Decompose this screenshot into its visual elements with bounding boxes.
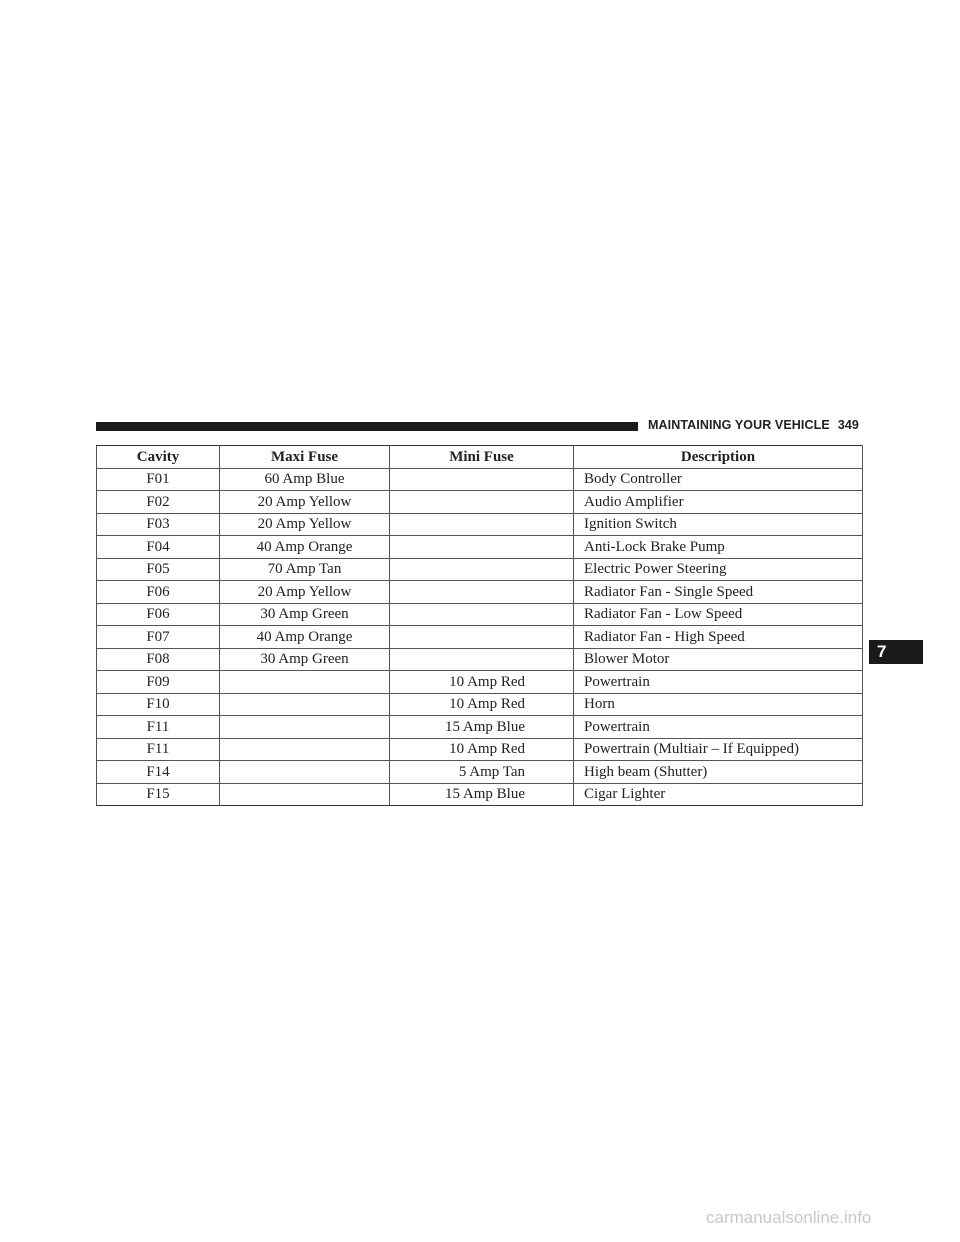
table-row bbox=[97, 783, 863, 806]
cell-maxi-fuse: 40 Amp Orange bbox=[220, 626, 390, 649]
page-header bbox=[648, 418, 868, 432]
table-row bbox=[97, 738, 863, 761]
cell-maxi-fuse bbox=[220, 693, 390, 716]
cell-maxi-fuse: 20 Amp Yellow bbox=[220, 491, 390, 514]
fuse-table bbox=[96, 445, 863, 806]
cell-description: Powertrain (Multiair – If Equipped) bbox=[574, 738, 863, 761]
cell-mini-fuse bbox=[390, 536, 574, 559]
cell-description: Electric Power Steering bbox=[574, 558, 863, 581]
column-header-description: Description bbox=[574, 446, 863, 469]
cell-cavity: F06 bbox=[97, 603, 220, 626]
watermark: carmanualsonline.info bbox=[706, 1208, 872, 1227]
table-row bbox=[97, 513, 863, 536]
table-row bbox=[97, 491, 863, 514]
column-header-cavity: Cavity bbox=[97, 446, 220, 469]
cell-mini-fuse bbox=[390, 603, 574, 626]
cell-description: Powertrain bbox=[574, 671, 863, 694]
table-row bbox=[97, 716, 863, 739]
cell-cavity: F01 bbox=[97, 468, 220, 491]
cell-cavity: F15 bbox=[97, 783, 220, 806]
table-row bbox=[97, 626, 863, 649]
cell-description: Radiator Fan - High Speed bbox=[574, 626, 863, 649]
cell-mini-fuse bbox=[390, 513, 574, 536]
cell-maxi-fuse: 20 Amp Yellow bbox=[220, 513, 390, 536]
cell-mini-fuse bbox=[390, 558, 574, 581]
cell-mini-fuse bbox=[390, 468, 574, 491]
cell-mini-fuse: 10 Amp Red bbox=[390, 671, 574, 694]
cell-cavity: F05 bbox=[97, 558, 220, 581]
cell-mini-fuse: 5 Amp Tan bbox=[390, 761, 574, 784]
cell-description: Radiator Fan - Single Speed bbox=[574, 581, 863, 604]
cell-cavity: F14 bbox=[97, 761, 220, 784]
cell-maxi-fuse: 40 Amp Orange bbox=[220, 536, 390, 559]
cell-cavity: F04 bbox=[97, 536, 220, 559]
cell-description: Blower Motor bbox=[574, 648, 863, 671]
cell-maxi-fuse: 20 Amp Yellow bbox=[220, 581, 390, 604]
cell-description: Powertrain bbox=[574, 716, 863, 739]
cell-maxi-fuse: 30 Amp Green bbox=[220, 648, 390, 671]
cell-maxi-fuse bbox=[220, 761, 390, 784]
column-header-maxi-fuse: Maxi Fuse bbox=[220, 446, 390, 469]
table-row bbox=[97, 671, 863, 694]
cell-description: Body Controller bbox=[574, 468, 863, 491]
cell-maxi-fuse bbox=[220, 671, 390, 694]
cell-maxi-fuse: 30 Amp Green bbox=[220, 603, 390, 626]
cell-mini-fuse bbox=[390, 648, 574, 671]
section-title: MAINTAINING YOUR VEHICLE bbox=[648, 418, 830, 432]
cell-maxi-fuse bbox=[220, 738, 390, 761]
header-rule bbox=[96, 422, 638, 431]
cell-cavity: F11 bbox=[97, 716, 220, 739]
cell-description: Horn bbox=[574, 693, 863, 716]
cell-cavity: F02 bbox=[97, 491, 220, 514]
cell-description: Ignition Switch bbox=[574, 513, 863, 536]
cell-mini-fuse: 15 Amp Blue bbox=[390, 783, 574, 806]
cell-cavity: F09 bbox=[97, 671, 220, 694]
cell-mini-fuse: 15 Amp Blue bbox=[390, 716, 574, 739]
cell-mini-fuse bbox=[390, 581, 574, 604]
table-row bbox=[97, 468, 863, 491]
chapter-tab: 7 bbox=[869, 640, 923, 664]
cell-cavity: F06 bbox=[97, 581, 220, 604]
table-header-row bbox=[97, 446, 863, 469]
cell-mini-fuse: 10 Amp Red bbox=[390, 693, 574, 716]
table-row bbox=[97, 761, 863, 784]
cell-mini-fuse: 10 Amp Red bbox=[390, 738, 574, 761]
column-header-mini-fuse: Mini Fuse bbox=[390, 446, 574, 469]
table-row bbox=[97, 536, 863, 559]
cell-mini-fuse bbox=[390, 491, 574, 514]
cell-maxi-fuse bbox=[220, 716, 390, 739]
table-row bbox=[97, 693, 863, 716]
table-row bbox=[97, 603, 863, 626]
cell-description: Radiator Fan - Low Speed bbox=[574, 603, 863, 626]
page-number: 349 bbox=[837, 418, 859, 432]
table-row bbox=[97, 648, 863, 671]
cell-maxi-fuse: 60 Amp Blue bbox=[220, 468, 390, 491]
cell-cavity: F10 bbox=[97, 693, 220, 716]
cell-cavity: F11 bbox=[97, 738, 220, 761]
cell-description: High beam (Shutter) bbox=[574, 761, 863, 784]
cell-mini-fuse bbox=[390, 626, 574, 649]
cell-description: Audio Amplifier bbox=[574, 491, 863, 514]
cell-description: Anti-Lock Brake Pump bbox=[574, 536, 863, 559]
table-row bbox=[97, 581, 863, 604]
cell-description: Cigar Lighter bbox=[574, 783, 863, 806]
cell-cavity: F08 bbox=[97, 648, 220, 671]
cell-cavity: F07 bbox=[97, 626, 220, 649]
cell-maxi-fuse: 70 Amp Tan bbox=[220, 558, 390, 581]
cell-maxi-fuse bbox=[220, 783, 390, 806]
cell-cavity: F03 bbox=[97, 513, 220, 536]
table-row bbox=[97, 558, 863, 581]
